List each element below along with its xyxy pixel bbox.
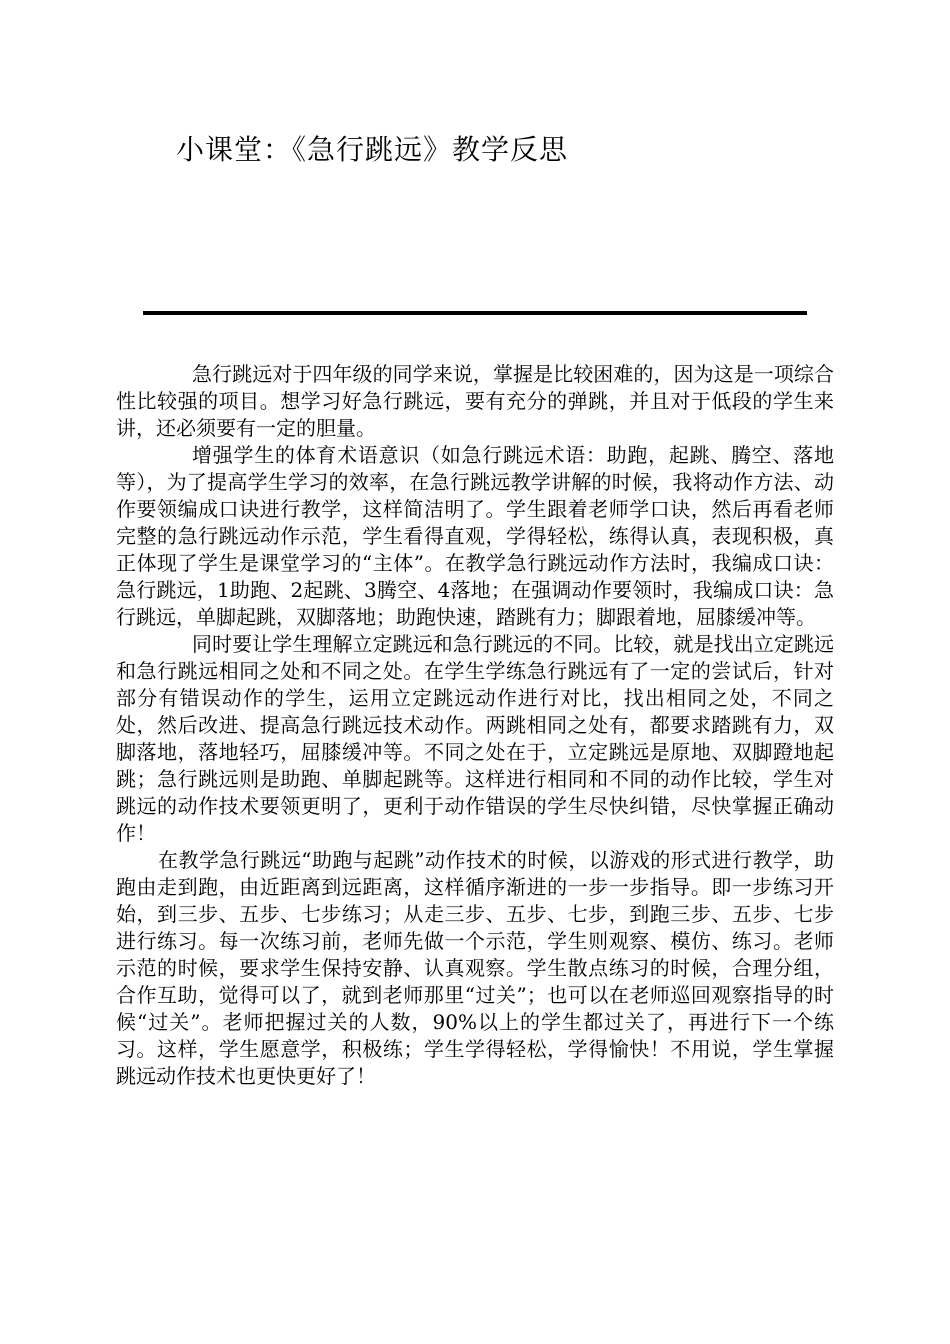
- paragraph-1: 急行跳远对于四年级的同学来说，掌握是比较困难的，因为这是一项综合性比较强的项目。想学习好急行跳远，要有充分的弹跳，并且对于低段的学生来讲，还必须要有一定的胆量。: [116, 362, 834, 440]
- document-title: 小课堂：《急行跳远》教学反思: [176, 133, 569, 166]
- document-body: [116, 361, 834, 1090]
- paragraph-2: 增强学生的体育术语意识（如急行跳远术语：助跑，起跳、腾空、落地等），为了提高学生学习的效率，在急行跳远教学讲解的时候，我将动作方法、动作要领编成口诀进行教学，这样简洁明了。学生跟着老师学口诀，然后再看老师完整的急行跳远动作示范，学生看得直观，学得轻松，练得认真，表现积极，真正体现了学生是课堂学习的“主体”。在教学急行跳远动作方法时，我编成口诀：急行跳远，1助跑、2起跳、3腾空、4落地；在强调动作要领时，我编成口诀：急行跳远，单脚起跳，双脚落地；助跑快速，踏跳有力；脚跟着地，屈膝缓冲等。: [116, 443, 834, 629]
- title-divider: [143, 311, 807, 315]
- paragraph-3: 同时要让学生理解立定跳远和急行跳远的不同。比较，就是找出立定跳远和急行跳远相同之处和不同之处。在学生学练急行跳远有了一定的尝试后，针对部分有错误动作的学生，运用立定跳远动作进行对比，找出相同之处，不同之处，然后改进、提高急行跳远技术动作。两跳相同之处有，都要求踏跳有力，双脚落地，落地轻巧，屈膝缓冲等。不同之处在于，立定跳远是原地、双脚蹬地起跳；急行跳远则是助跑、单脚起跳等。这样进行相同和不同的动作比较，学生对跳远的动作技术要领更明了，更利于动作错误的学生尽快纠错，尽快掌握正确动作！: [116, 632, 834, 845]
- paragraph-4: 在教学急行跳远“助跑与起跳”动作技术的时候，以游戏的形式进行教学，助跑由走到跑，由近距离到远距离，这样循序渐进的一步一步指导。即一步练习开始，到三步、五步、七步练习；从走三步、五步、七步，到跑三步、五步、七步进行练习。每一次练习前，老师先做一个示范，学生则观察、模仿、练习。老师示范的时候，要求学生保持安静、认真观察。学生散点练习的时候，合理分组，合作互助，觉得可以了，就到老师那里“过关”；也可以在老师巡回观察指导的时候“过关”。老师把握过关的人数，90%以上的学生都过关了，再进行下一个练习。这样，学生愿意学，积极练；学生学得轻松，学得愉快！不用说，学生掌握跳远动作技术也更快更好了！: [116, 848, 834, 1088]
